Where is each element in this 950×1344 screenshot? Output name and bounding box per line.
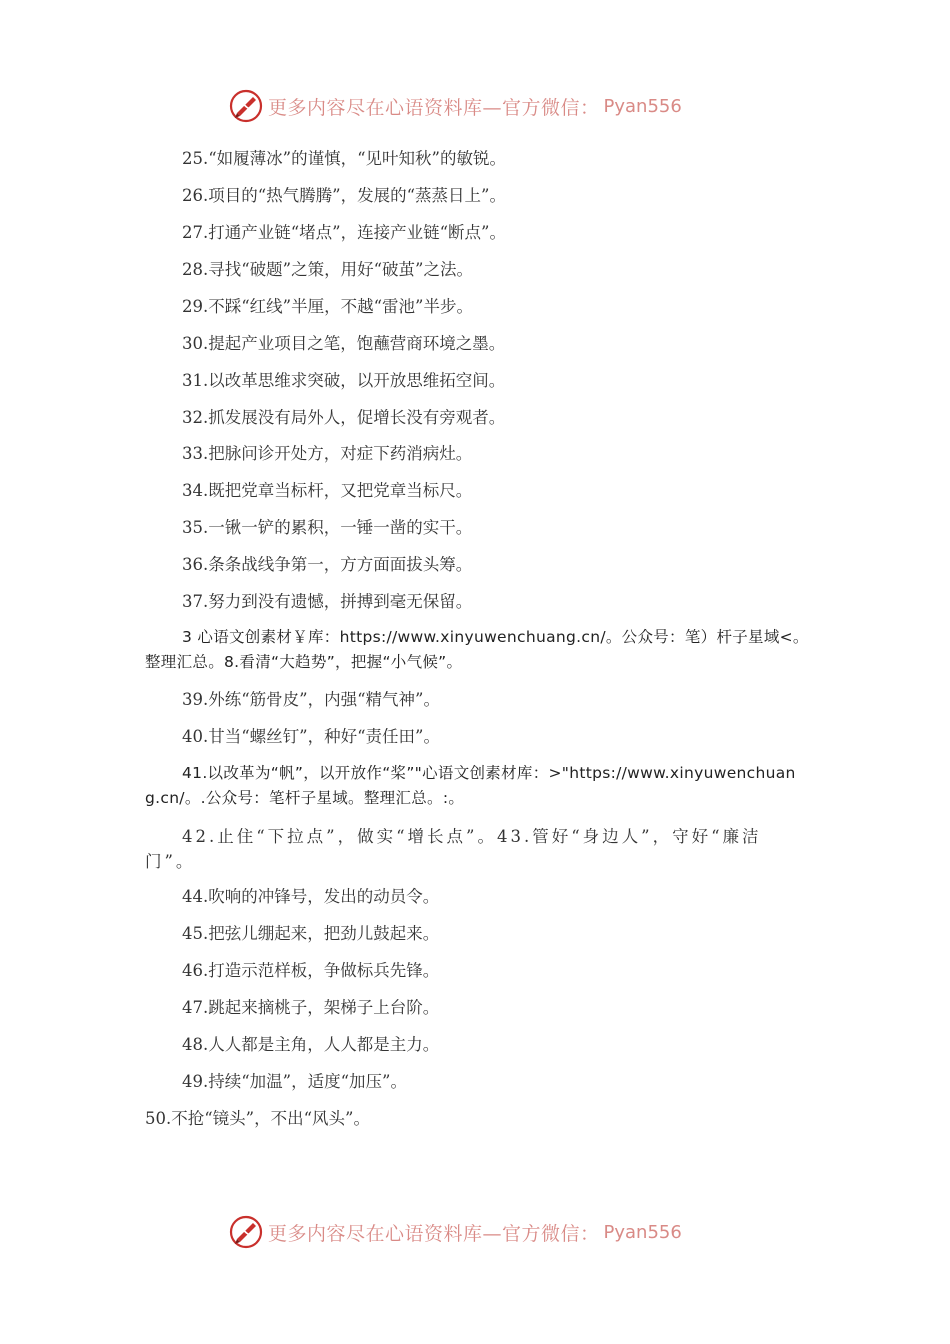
list-item: 39.外练“筋骨皮”，内强“精气神”。 [182,690,440,709]
list-item: 28.寻找“破题”之策，用好“破茧”之法。 [182,260,473,279]
list-item: 49.持续“加温”，适度“加压”。 [182,1072,407,1091]
list-item: 44.吹响的冲锋号，发出的动员令。 [182,887,440,906]
list-item: 30.提起产业项目之笔，饱蘸营商环境之墨。 [182,334,506,353]
list-item: 45.把弦儿绷起来，把劲儿鼓起来。 [182,924,440,943]
list-item: 27.打通产业链“堵点”，连接产业链“断点”。 [182,223,506,242]
list-item: 50.不抢“镜头”，不出“风头”。 [145,1109,370,1128]
list-item: 40.甘当“螺丝钉”，种好“责任田”。 [182,727,440,746]
list-item: 47.跳起来摘桃子，架梯子上台阶。 [182,998,440,1017]
list-item: 29.不踩“红线”半厘，不越“雷池”半步。 [182,297,473,316]
list-item: 37.努力到没有遗憾，拼搏到毫无保留。 [182,592,473,611]
footer-banner [228,1212,748,1252]
list-item: 25.“如履薄冰”的谨慎，“见叶知秋”的敏锐。 [182,149,506,168]
list-item-42-paragraph: 42.止住“下拉点”，做实“增长点”。43.管好“身边人”，守好“廉洁门”。 [145,827,762,871]
list-item: 33.把脉问诊开处方，对症下药消病灶。 [182,444,473,463]
banner-wechat-id: Pyan556 [603,95,682,117]
banner-text: 更多内容尽在心语资料库—官方微信： [268,1222,600,1245]
list-item: 26.项目的“热气腾腾”，发展的“蒸蒸日上”。 [182,186,506,205]
banner-text: 更多内容尽在心语资料库—官方微信： [268,96,600,119]
pen-logo-icon [228,88,264,124]
list-item-38-paragraph: 3 心语文创素材￥库：https://www.xinyuwenchuang.cn/。公众号：笔）杆子星域<。整理汇总。8.看清“大趋势”，把握“小气候”。 [145,628,809,671]
list-item: 48.人人都是主角，人人都是主力。 [182,1035,440,1054]
header-banner [228,86,748,126]
banner-wechat-id: Pyan556 [603,1221,682,1243]
list-item: 32.抓发展没有局外人，促增长没有旁观者。 [182,408,506,427]
list-item: 34.既把党章当标杆，又把党章当标尺。 [182,481,473,500]
list-item: 31.以改革思维求突破，以开放思维拓空间。 [182,371,506,390]
pen-logo-icon [228,1214,264,1250]
list-item-41-paragraph: 41.以改革为“帆”，以开放作“桨”"心语文创素材库：>"https://www.xinyuwenchuang.cn/。.公众号：笔杆子星域。整理汇总。:。 [145,764,796,807]
list-item: 46.打造示范样板，争做标兵先锋。 [182,961,440,980]
list-item: 36.条条战线争第一，方方面面拔头筹。 [182,555,473,574]
list-item: 35.一锹一铲的累积，一锤一凿的实干。 [182,518,473,537]
